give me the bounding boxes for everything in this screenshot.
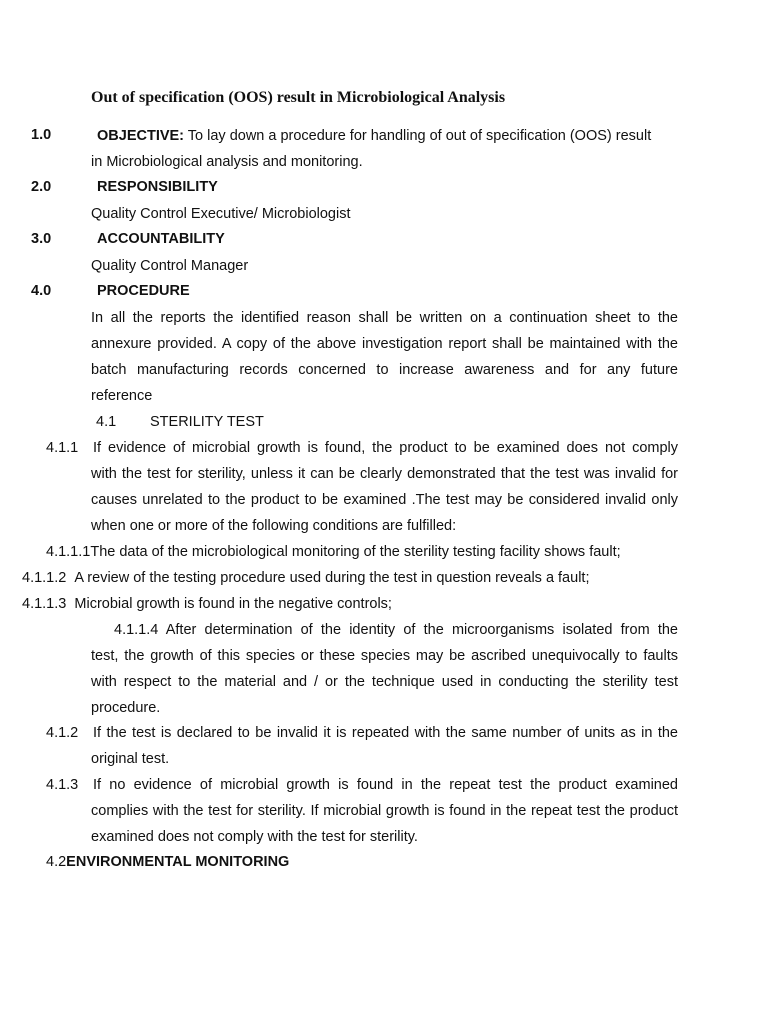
- section-number-4-2: 4.2: [46, 854, 67, 870]
- section-number-4-1-2: 4.1.2: [46, 725, 79, 741]
- clause-4-1-1-4-first-line: [114, 621, 678, 639]
- section-number-4-1-1: 4.1.1: [46, 440, 79, 456]
- clause-4-1-1-1: [46, 543, 621, 561]
- clause-4-1-3-text: complies with the test for sterility. If microbial growth is found in the repeat test the product examined does not comply with the test for sterility.: [91, 803, 678, 845]
- clause-4-1-1-2-text: A review of the testing procedure used during the test in question reveals a fault;: [74, 570, 590, 586]
- accountability-heading: ACCOUNTABILITY: [97, 231, 225, 247]
- procedure-heading: PROCEDURE: [97, 283, 190, 299]
- section-number-4-1-1-2: 4.1.1.2: [22, 570, 67, 586]
- objective-text-continued: in Microbiological analysis and monitoring.: [91, 154, 363, 170]
- section-number-4-1-1-1: 4.1.1.1: [46, 544, 91, 560]
- objective-text: To lay down a procedure for handling of out of specification (OOS) result: [184, 128, 652, 144]
- section-1-objective: [97, 127, 651, 145]
- section-number-2: 2.0: [31, 179, 52, 195]
- section-number-4-1-1-3: 4.1.1.3: [22, 596, 67, 612]
- procedure-paragraph: In all the reports the identified reason shall be written on a continuation sheet to the annexure provided. A copy of the above investigation report shall be maintained with the batch manufacturing records concerned to increase awareness and for any future reference: [91, 310, 678, 404]
- section-4-2: [46, 853, 289, 871]
- section-number-4-1-1-4: 4.1.1.4: [114, 622, 159, 638]
- responsibility-heading: RESPONSIBILITY: [97, 179, 218, 195]
- clause-4-1-3-first-line: If no evidence of microbial growth is found in the repeat test the product examined: [93, 777, 678, 793]
- clause-4-1-1-4-text: test, the growth of this species or these species may be ascribed unequivocally to faults with respect to the material and / or the technique used in conducting the sterility test procedure.: [91, 648, 678, 716]
- document-title: Out of specification (OOS) result in Microbiological Analysis: [91, 89, 506, 106]
- section-number-1: 1.0: [31, 127, 52, 143]
- accountability-text: Quality Control Manager: [91, 258, 249, 274]
- clause-4-1-1-2: [22, 569, 589, 587]
- section-number-3: 3.0: [31, 231, 52, 247]
- clause-4-1-1-4-first-text: After determination of the identity of the microorganisms isolated from the: [165, 622, 678, 638]
- clause-4-1-1-text: with the test for sterility, unless it can be clearly demonstrated that the test was invalid for causes unrelated to the product to be examined .The test may be considered invalid only when one or more of the following conditions are fulfilled:: [91, 466, 678, 534]
- clause-4-1-1-first-line: If evidence of microbial growth is found, the product to be examined does not comply: [93, 440, 678, 456]
- sterility-test-heading: STERILITY TEST: [150, 414, 264, 430]
- objective-heading: OBJECTIVE:: [97, 128, 185, 144]
- section-number-4: 4.0: [31, 283, 52, 299]
- section-number-4-1-3: 4.1.3: [46, 777, 79, 793]
- clause-4-1-2-text: original test.: [91, 751, 170, 767]
- responsibility-text: Quality Control Executive/ Microbiologist: [91, 206, 351, 222]
- clause-4-1-2-first-line: If the test is declared to be invalid it is repeated with the same number of units as in the: [93, 725, 678, 741]
- clause-4-1-1-1-text: The data of the microbiological monitoring of the sterility testing facility shows fault;: [90, 544, 621, 560]
- environmental-monitoring-heading: ENVIRONMENTAL MONITORING: [66, 854, 290, 870]
- clause-4-1-1-3: [22, 595, 392, 613]
- clause-4-1-1-3-text: Microbial growth is found in the negative controls;: [74, 596, 392, 612]
- section-number-4-1: 4.1: [96, 414, 117, 430]
